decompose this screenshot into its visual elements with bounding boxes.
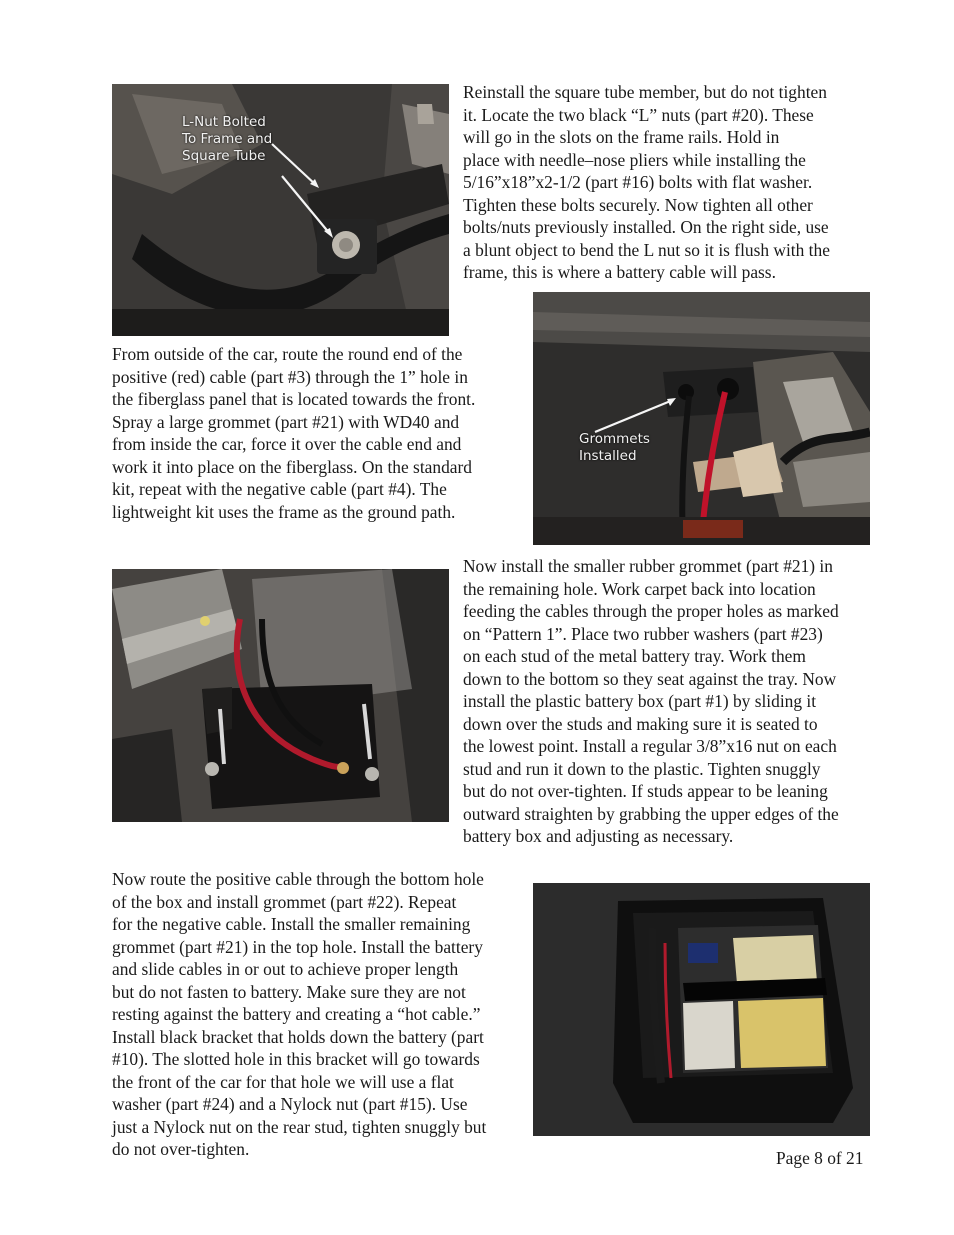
text-line: washer (part #24) and a Nylock nut (part #15). Use [112, 1094, 468, 1114]
text-line: on “Pattern 1”. Place two rubber washers (part #23) [463, 623, 823, 644]
photo-grommets-caption [579, 431, 650, 465]
text-line: grommet (part #21) in the top hole. Install the battery [112, 936, 483, 957]
text-line: resting against the battery and creating a “hot cable.” [112, 1004, 481, 1024]
text-line: will go in the slots on the frame rails. Hold in [463, 127, 780, 147]
text-line: place with needle–nose pliers while installing the [463, 149, 806, 170]
text-line: on each stud of the metal battery tray. Work them [463, 646, 806, 666]
text-line: bolts/nuts previously installed. On the right side, use [463, 217, 829, 237]
caption-line: L-Nut Bolted [182, 114, 266, 130]
text-line: the front of the car for that hole we will use a flat [112, 1071, 454, 1092]
text-line: the remaining hole. Work carpet back into location [463, 578, 816, 599]
photo-lnut-frame [112, 84, 449, 336]
text-line: the lowest point. Install a regular 3/8”x16 nut on each [463, 736, 837, 756]
text-line: Now install the smaller rubber grommet (part #21) in [463, 556, 833, 576]
photo-lnut-caption [182, 114, 272, 165]
caption-line: Grommets [579, 431, 650, 447]
text-line: Now route the positive cable through the bottom hole [112, 869, 484, 889]
text-line: lightweight kit uses the frame as the ground path. [112, 501, 456, 522]
text-line: battery box and adjusting as necessary. [463, 826, 734, 846]
text-line: feeding the cables through the proper holes as marked [463, 601, 839, 621]
text-line: kit, repeat with the negative cable (part #4). The [112, 479, 447, 499]
caption-line: Installed [579, 448, 637, 464]
text-line: but do not fasten to battery. Make sure they are not [112, 981, 466, 1002]
text-line: Install black bracket that holds down the battery (part [112, 1026, 484, 1047]
caption-line: To Frame and [182, 131, 273, 147]
text-line: just a Nylock nut on the rear stud, tighten snuggly but [112, 1116, 487, 1137]
text-line: down over the studs and making sure it is seated to [463, 713, 818, 734]
paragraph-install-grommet [463, 555, 839, 848]
text-line: from inside the car, force it over the cable end and [112, 434, 462, 454]
text-line: 5/16”x18”x2-1/2 (part #16) bolts with flat washer. [463, 172, 813, 192]
text-line: From outside of the car, route the round end of the [112, 344, 463, 364]
page-number: Page 8 of 21 [776, 1148, 864, 1168]
text-line: of the box and install grommet (part #22). Repeat [112, 891, 457, 912]
photo-grommets-installed [533, 292, 870, 545]
paragraph-route-cables-bracket [112, 868, 486, 1161]
paragraph-reinstall-tube [463, 81, 830, 284]
text-line: and slide cables in or out to achieve proper length [112, 959, 459, 979]
text-line: down to the bottom so they seat against the tray. Now [463, 668, 837, 689]
text-line: positive (red) cable (part #3) through the 1” hole in [112, 366, 468, 387]
text-line: a blunt object to bend the L nut so it is flush with the [463, 239, 830, 260]
text-line: Tighten these bolts securely. Now tighten all other [463, 194, 813, 215]
text-line: but do not over-tighten. If studs appear to be leaning [463, 781, 828, 801]
caption-line: Square Tube [182, 148, 266, 164]
photo-battery-tray [112, 569, 449, 822]
text-line: it. Locate the two black “L” nuts (part #20). These [463, 104, 814, 125]
paragraph-route-positive-cable [112, 343, 475, 523]
text-line: work it into place on the fiberglass. On the standard [112, 456, 472, 477]
text-line: stud and run it down to the plastic. Tighten snuggly [463, 758, 821, 779]
text-line: for the negative cable. Install the smaller remaining [112, 914, 471, 934]
text-line: the fiberglass panel that is located towards the front. [112, 389, 476, 409]
photo-battery-in-box [533, 883, 870, 1136]
text-line: #10). The slotted hole in this bracket will go towards [112, 1049, 480, 1069]
text-line: install the plastic battery box (part #1) by sliding it [463, 691, 817, 711]
text-line: Spray a large grommet (part #21) with WD40 and [112, 411, 460, 432]
text-line: Reinstall the square tube member, but do not tighten [463, 82, 827, 102]
text-line: do not over-tighten. [112, 1139, 250, 1159]
text-line: frame, this is where a battery cable will pass. [463, 262, 776, 282]
text-line: outward straighten by grabbing the upper edges of the [463, 803, 839, 824]
